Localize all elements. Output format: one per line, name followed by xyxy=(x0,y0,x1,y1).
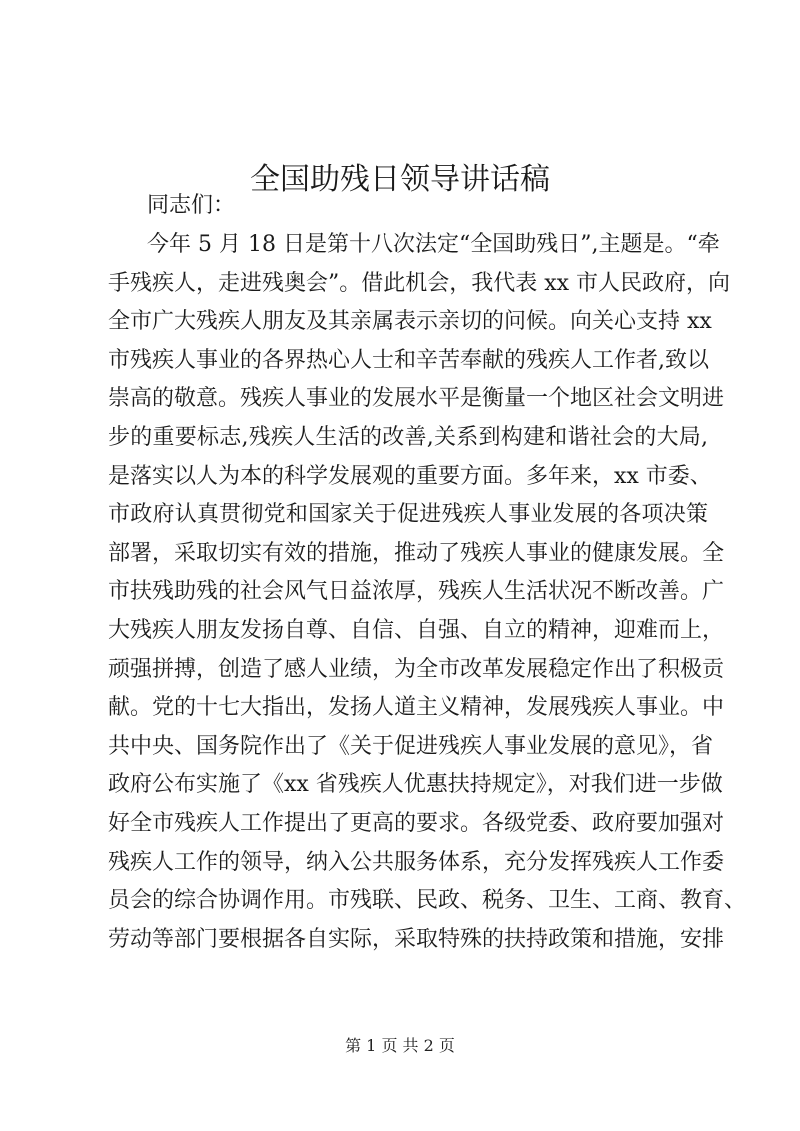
body-line: 献。党的十七大指出，发扬人道主义精神，发展残疾人事业。中 xyxy=(108,695,725,721)
page-number-footer: 第 1 页 共 2 页 xyxy=(345,1036,455,1055)
body-line: 部署，采取切实有效的措施，推动了残疾人事业的健康发展。全 xyxy=(108,540,725,566)
body-line: 步的重要标志,残疾人生活的改善,关系到构建和谐社会的大局, xyxy=(108,424,708,450)
body-line: 市扶残助残的社会风气日益浓厚，残疾人生活状况不断改善。广 xyxy=(108,579,725,605)
body-line: 残疾人工作的领导，纳入公共服务体系，充分发挥残疾人工作委 xyxy=(108,849,725,875)
body-line: 顽强拼搏，创造了感人业绩，为全市改革发展稳定作出了积极贡 xyxy=(108,656,725,682)
body-line: 市残疾人事业的各界热心人士和辛苦奉献的残疾人工作者,致以 xyxy=(108,347,709,373)
body-line: 市政府认真贯彻党和国家关于促进残疾人事业发展的各项决策 xyxy=(108,502,708,528)
body-line: 崇高的敬意。残疾人事业的发展水平是衡量一个地区社会文明进 xyxy=(108,386,725,412)
body-line: 今年 5 月 18 日是第十八次法定“全国助残日”,主题是。“牵 xyxy=(147,232,720,257)
body-line: 劳动等部门要根据各自实际，采取特殊的扶持政策和措施，安排 xyxy=(108,926,725,952)
body-line: 政府公布实施了《xx 省残疾人优惠扶持规定》，对我们进一步做 xyxy=(108,772,723,798)
body-line: 大残疾人朋友发扬自尊、自信、自强、自立的精神，迎难而上， xyxy=(108,617,725,643)
body-line: 员会的综合协调作用。市残联、民政、税务、卫生、工商、教育、 xyxy=(108,888,747,914)
page-title: 全国助残日领导讲话稿 xyxy=(250,162,550,198)
salutation: 同志们： xyxy=(147,193,236,218)
body-line: 好全市残疾人工作提出了更高的要求。各级党委、政府要加强对 xyxy=(108,810,725,836)
speech-body xyxy=(108,226,747,959)
body-line: 是落实以人为本的科学发展观的重要方面。多年来，xx 市委、 xyxy=(108,463,712,489)
body-line: 共中央、国务院作出了《关于促进残疾人事业发展的意见》，省 xyxy=(108,733,714,759)
body-line: 手残疾人，走进残奥会”。借此机会，我代表 xx 市人民政府，向 xyxy=(108,270,731,296)
body-line: 全市广大残疾人朋友及其亲属表示亲切的问候。向关心支持 xx xyxy=(108,309,712,335)
